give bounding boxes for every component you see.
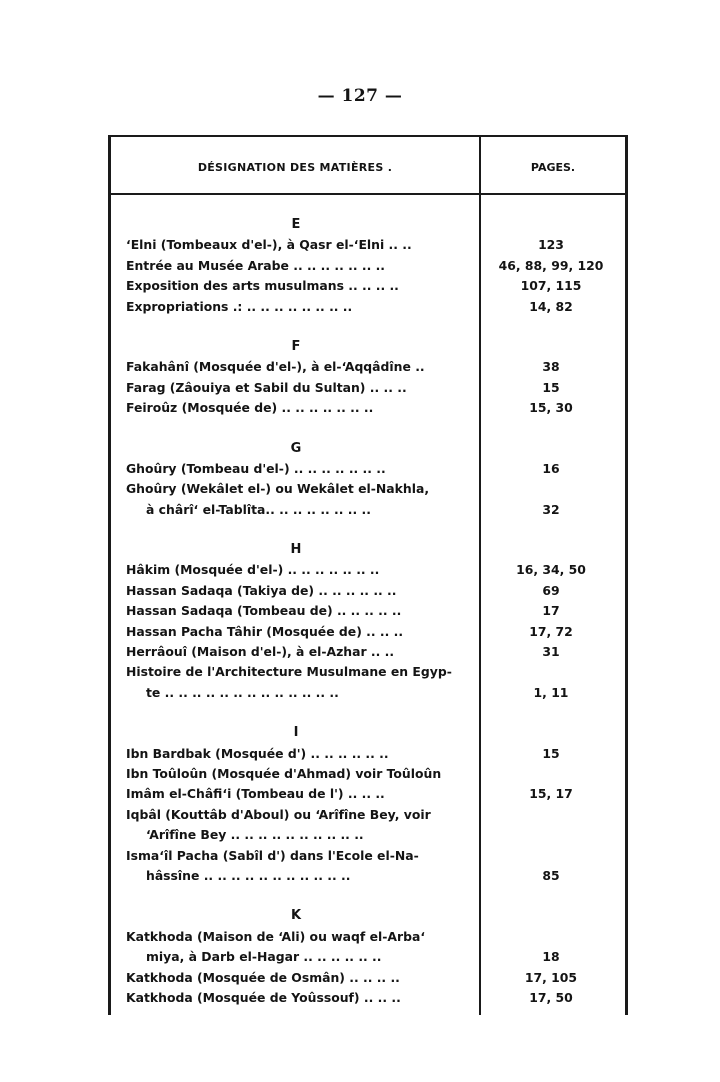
- entry-pages: 17: [542, 603, 560, 619]
- entry-text: Ismaʻîl Pacha (Sabîl d') dans l'Ecole el-Na-: [126, 847, 419, 863]
- entry-pages: 16: [542, 460, 560, 476]
- index-entry: [126, 988, 626, 1008]
- section-letter-label: G: [290, 440, 302, 456]
- entry-text: te .. .. .. .. .. .. .. .. .. .. .. .. ..: [146, 684, 339, 700]
- index-entry: [126, 764, 626, 784]
- index-entry: [126, 642, 626, 662]
- index-entry: [126, 256, 626, 276]
- entry-pages: 31: [542, 644, 560, 660]
- entry-pages: 14, 82: [529, 298, 573, 314]
- index-entry: [126, 846, 626, 866]
- entry-text: Imâm el-Châfiʻi (Tombeau de l') .. .. ..: [126, 786, 385, 802]
- entry-text: Ghoûry (Wekâlet el-) ou Wekâlet el-Nakhla,: [126, 481, 430, 497]
- index-rows: [126, 215, 626, 1008]
- entry-pages: 17, 50: [529, 989, 573, 1005]
- entry-text: Expropriations .: .. .. .. .. .. .. .. ..: [126, 298, 353, 314]
- index-entry: [126, 581, 626, 601]
- entry-text: Iqbâl (Kouttâb d'Aboul) ou ʻArîfîne Bey, voir: [126, 806, 431, 822]
- section-gap: [126, 317, 626, 337]
- header-designation: DÉSIGNATION DES MATIÈRES .: [197, 161, 393, 174]
- index-entry: [126, 927, 626, 947]
- entry-text: Ibn Toûloûn (Mosquée d'Ahmad) voir Toûloûn: [126, 765, 442, 781]
- entry-text: miya, à Darb el-Hagar .. .. .. .. .. ..: [146, 949, 382, 965]
- index-entry: [126, 357, 626, 377]
- index-entry: [126, 825, 626, 845]
- section-letter-label: F: [291, 338, 301, 354]
- index-entry: [126, 601, 626, 621]
- entry-text: Hâkim (Mosquée d'el-) .. .. .. .. .. .. ..: [126, 562, 380, 578]
- entry-pages: 38: [542, 359, 560, 375]
- entry-text: Ghoûry (Tombeau d'el-) .. .. .. .. .. .. ..: [126, 460, 386, 476]
- index-entry: [126, 622, 626, 642]
- section-gap: [126, 886, 626, 906]
- entry-text: Ibn Bardbak (Mosquée d') .. .. .. .. .. ..: [126, 745, 389, 761]
- index-entry: [126, 784, 626, 804]
- entry-pages: 1, 11: [533, 684, 569, 700]
- entry-pages: 18: [542, 949, 560, 965]
- section-letter: [126, 439, 626, 459]
- index-entry: [126, 235, 626, 255]
- section-letter-label: I: [293, 725, 299, 741]
- entry-pages: 32: [542, 501, 560, 517]
- entry-pages: 17, 105: [524, 969, 578, 985]
- index-entry: [126, 968, 626, 988]
- entry-pages: 123: [538, 237, 564, 253]
- entry-pages: 16, 34, 50: [516, 562, 586, 578]
- entry-text: à chârîʻ el-Tablîta.. .. .. .. .. .. .. ..: [146, 501, 371, 517]
- index-entry: [126, 297, 626, 317]
- entry-text: Hassan Sadaqa (Tombeau de) .. .. .. .. ..: [126, 603, 402, 619]
- header-pages: PAGES.: [530, 161, 576, 174]
- entry-text: ʻElni (Tombeaux d'el-), à Qasr el-ʻElni .. ..: [126, 237, 412, 253]
- header-rule: [111, 193, 625, 195]
- entry-text: Farag (Zâouiya et Sabil du Sultan) .. .. ..: [126, 379, 407, 395]
- section-gap: [126, 520, 626, 540]
- index-entry: [126, 378, 626, 398]
- index-entry: [126, 398, 626, 418]
- index-entry: [126, 744, 626, 764]
- index-entry: [126, 479, 626, 499]
- entry-text: ʻArîfîne Bey .. .. .. .. .. .. .. .. .. ..: [146, 827, 364, 843]
- entry-text: Hassan Sadaqa (Takiya de) .. .. .. .. .. ..: [126, 582, 397, 598]
- entry-text: Herrâouî (Maison d'el-), à el-Azhar .. ..: [126, 644, 395, 660]
- section-letter-label: K: [290, 908, 302, 924]
- section-letter: [126, 540, 626, 560]
- entry-text: Exposition des arts musulmans .. .. .. ..: [126, 278, 399, 294]
- page-number: — 127 —: [317, 86, 403, 106]
- index-entry: [126, 276, 626, 296]
- index-entry: [126, 947, 626, 967]
- entry-pages: 17, 72: [529, 623, 573, 639]
- entry-text: Entrée au Musée Arabe .. .. .. .. .. .. ..: [126, 257, 386, 273]
- entry-text: Katkhoda (Mosquée de Osmân) .. .. .. ..: [126, 969, 400, 985]
- entry-text: hâssîne .. .. .. .. .. .. .. .. .. .. ..: [146, 867, 351, 883]
- section-gap: [126, 419, 626, 439]
- index-entry: [126, 459, 626, 479]
- entry-pages: 69: [542, 582, 560, 598]
- entry-pages: 15: [542, 379, 560, 395]
- index-entry: [126, 805, 626, 825]
- entry-pages: 46, 88, 99, 120: [498, 257, 604, 273]
- entry-pages: 15, 17: [529, 786, 573, 802]
- entry-text: Hassan Pacha Tâhir (Mosquée de) .. .. ..: [126, 623, 404, 639]
- index-entry: [126, 560, 626, 580]
- entry-pages: 15: [542, 745, 560, 761]
- section-letter: [126, 906, 626, 926]
- entry-pages: 85: [542, 867, 560, 883]
- section-letter-label: H: [290, 542, 302, 558]
- entry-text: Katkhoda (Maison de ʻAli) ou waqf el-Arbaʻ: [126, 928, 426, 944]
- entry-text: Katkhoda (Mosquée de Yoûssouf) .. .. ..: [126, 989, 401, 1005]
- entry-text: Histoire de l'Architecture Musulmane en Egyp-: [126, 664, 452, 680]
- index-entry: [126, 500, 626, 520]
- entry-pages: 15, 30: [529, 400, 573, 416]
- index-entry: [126, 866, 626, 886]
- entry-pages: 107, 115: [520, 278, 582, 294]
- section-letter: [126, 723, 626, 743]
- entry-text: Fakahânî (Mosquée d'el-), à el-ʻAqqâdîne ..: [126, 359, 425, 375]
- index-entry: [126, 683, 626, 703]
- section-letter-label: E: [291, 217, 301, 232]
- index-table: [108, 135, 628, 1015]
- index-entry: [126, 662, 626, 682]
- entry-text: Feiroûz (Mosquée de) .. .. .. .. .. .. ..: [126, 400, 374, 416]
- section-letter: [126, 215, 626, 235]
- section-letter: [126, 337, 626, 357]
- section-gap: [126, 703, 626, 723]
